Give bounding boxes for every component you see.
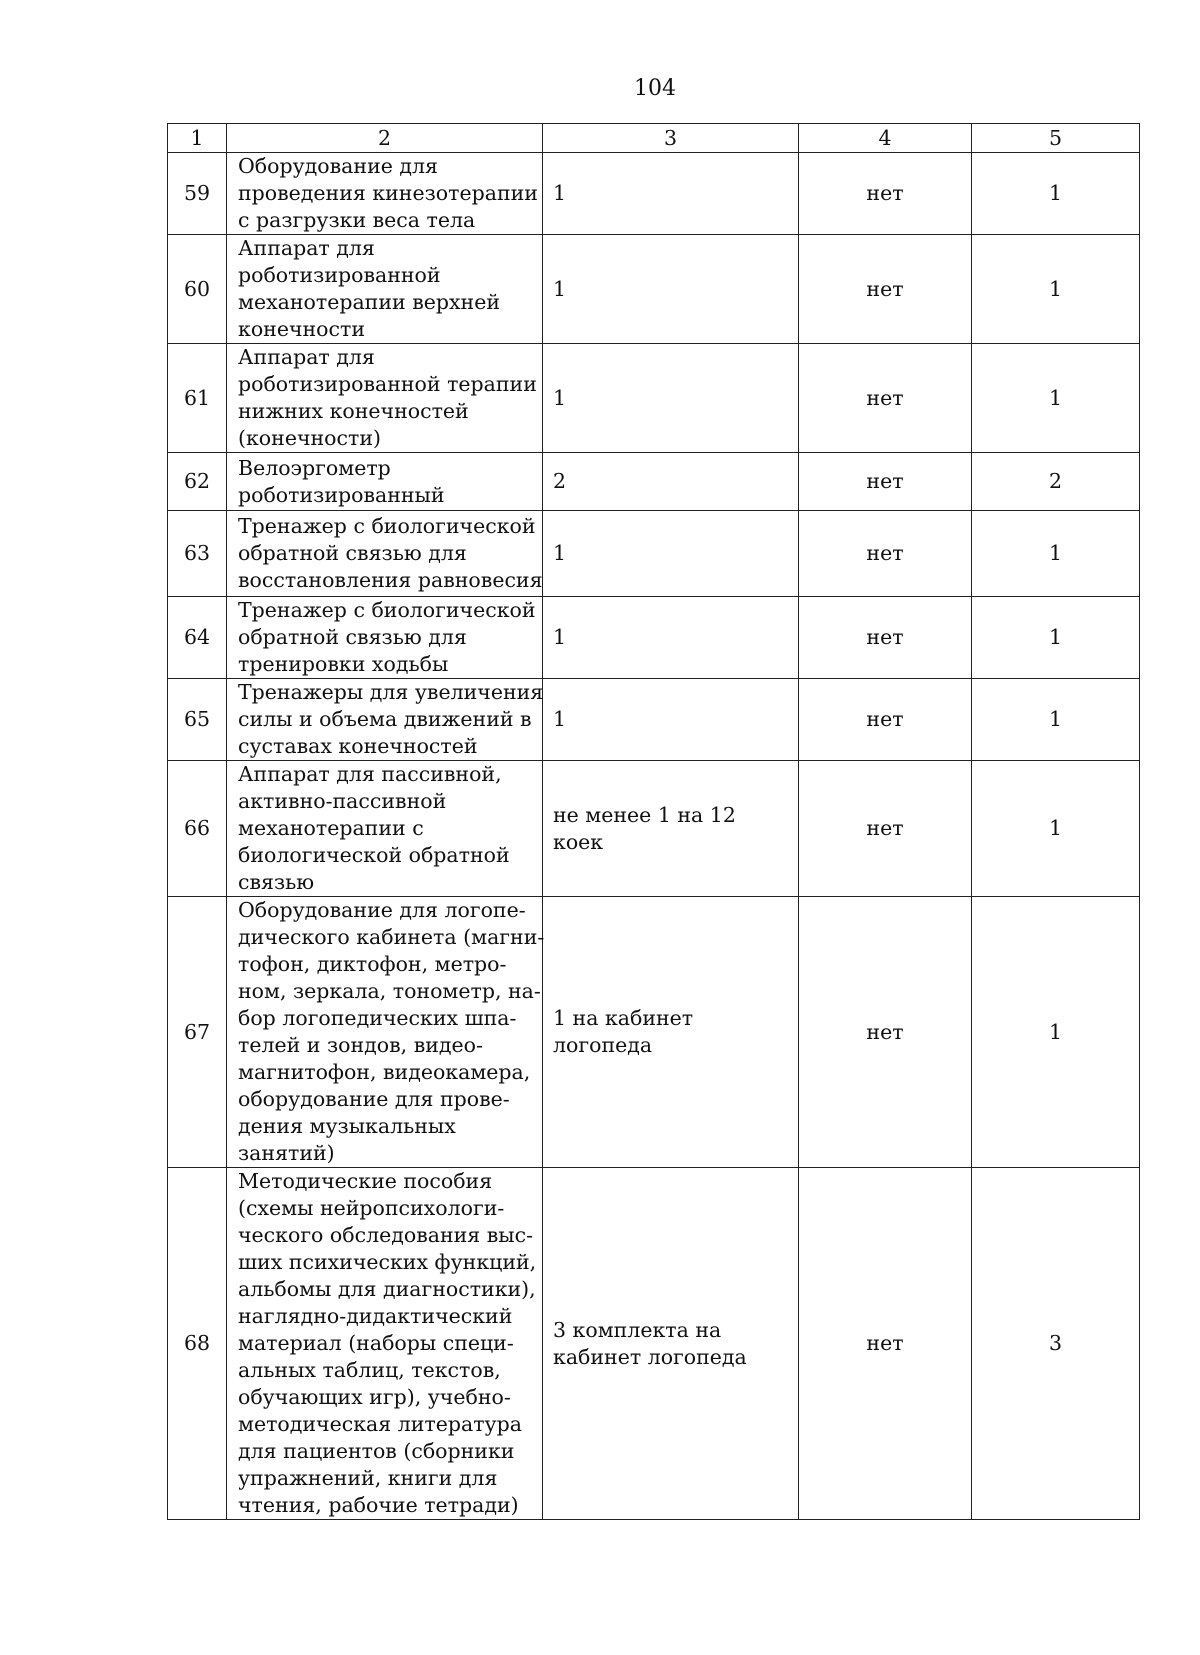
equipment-name-line: оборудование для прове- [238,1087,510,1111]
equipment-name-line: Оборудование для логопе- [238,898,526,922]
equipment-name-line: чтения, рабочие тетради) [238,1493,519,1517]
equipment-name [227,597,543,679]
equipment-name-line: (конечности) [238,426,381,450]
equipment-name-line: связью [238,870,315,894]
equipment-name-line: тофон, диктофон, метро- [238,952,507,976]
equipment-name [227,511,543,597]
needed-quantity: 3 [972,1168,1140,1520]
equipment-name-line: для пациентов (сборники [238,1439,515,1463]
equipment-name-line: активно-пассивной [238,789,447,813]
needed-quantity: 2 [972,453,1140,511]
needed-quantity: 1 [972,153,1140,235]
equipment-name-line: методическая литература [238,1412,522,1436]
equipment-name-line: Методические пособия [238,1169,493,1193]
column-header-5: 5 [972,124,1140,153]
equipment-name-line: Велоэргометр [238,455,391,480]
available-status: нет [799,679,972,761]
equipment-name-line: Тренажеры для увеличения [238,680,544,704]
equipment-name-line: с разгрузки веса тела [238,208,476,232]
equipment-name [227,235,543,344]
available-status: нет [799,235,972,344]
available-status: нет [799,761,972,897]
equipment-name-line: Аппарат для [238,236,375,260]
equipment-name-line: бор логопедических шпа- [238,1006,517,1030]
row-number: 62 [168,453,227,511]
required-quantity: 1 на кабинет логопеда [543,897,799,1168]
available-status: нет [799,453,972,511]
column-header-4: 4 [799,124,972,153]
equipment-name-line: альных таблиц, текстов, [238,1358,501,1382]
equipment-name [227,344,543,453]
required-quantity: 1 [543,235,799,344]
required-quantity: 1 [543,597,799,679]
required-quantity: 2 [543,453,799,511]
row-number: 63 [168,511,227,597]
table-row [168,679,1140,761]
equipment-name-line: материал (наборы специ- [238,1331,514,1355]
equipment-name [227,761,543,897]
needed-quantity: 1 [972,761,1140,897]
equipment-name-line: биологической обратной [238,843,510,867]
equipment-name-line: конечности [238,317,365,341]
table-row [168,761,1140,897]
equipment-name-line: ном, зеркала, тонометр, на- [238,979,541,1003]
equipment-name-line: нижних конечностей [238,399,469,423]
table-row [168,235,1140,344]
row-number: 60 [168,235,227,344]
row-number: 65 [168,679,227,761]
row-number: 67 [168,897,227,1168]
row-number: 68 [168,1168,227,1520]
table-row [168,511,1140,597]
equipment-name-line: тренировки ходьбы [238,652,449,676]
equipment-name-line: магнитофон, видеокамера, [238,1060,531,1084]
table-row [168,344,1140,453]
equipment-name-line: дического кабинета (магни- [238,925,545,949]
required-quantity: не менее 1 на 12 коек [543,761,799,897]
equipment-name [227,897,543,1168]
table-header-row [168,124,1140,153]
equipment-name-line: Аппарат для пассивной, [238,762,502,786]
equipment-name-line: механотерапии верхней [238,290,501,314]
available-status: нет [799,153,972,235]
equipment-name-line: силы и объема движений в [238,707,532,731]
equipment-name [227,453,543,511]
equipment-name-line: роботизированной [238,263,441,287]
equipment-name [227,1168,543,1520]
needed-quantity: 1 [972,344,1140,453]
equipment-name-line: Тренажер с биологической [238,514,536,538]
equipment-name-line: наглядно-дидактический [238,1304,513,1328]
equipment-name-line: (схемы нейропсихологи- [238,1196,505,1220]
equipment-name-line: телей и зондов, видео- [238,1033,483,1057]
equipment-name-line: альбомы для диагностики), [238,1277,536,1301]
equipment-name-line: суставах конечностей [238,734,478,758]
equipment-name-line: ших психических функций, [238,1250,537,1274]
required-quantity: 1 [543,153,799,235]
column-header-3: 3 [543,124,799,153]
equipment-name-line: Тренажер с биологической [238,598,536,622]
equipment-name [227,679,543,761]
equipment-name-line: дения музыкальных [238,1114,456,1138]
equipment-name-line: восстановления равновесия [238,568,543,592]
row-number: 61 [168,344,227,453]
equipment-name-line: обратной связью для [238,625,467,649]
column-header-1: 1 [168,124,227,153]
equipment-name-line: ческого обследования выс- [238,1223,534,1247]
required-quantity: 1 [543,679,799,761]
equipment-name-line: роботизированной терапии [238,372,537,396]
needed-quantity: 1 [972,597,1140,679]
available-status: нет [799,897,972,1168]
available-status: нет [799,511,972,597]
equipment-name-line: Аппарат для [238,345,375,369]
required-quantity: 1 [543,344,799,453]
equipment-name-line: обучающих игр), учебно- [238,1385,511,1409]
page-number: 104 [634,76,676,101]
equipment-name-line: обратной связью для [238,541,467,565]
column-header-2: 2 [227,124,543,153]
table-row [168,153,1140,235]
needed-quantity: 1 [972,897,1140,1168]
equipment-name-line: проведения кинезотерапии [238,181,538,205]
table-row [168,1168,1140,1520]
needed-quantity: 1 [972,235,1140,344]
table-row [168,453,1140,511]
equipment-name-line: механотерапии с [238,816,424,840]
row-number: 66 [168,761,227,897]
equipment-name-line: занятий) [238,1141,335,1165]
row-number: 64 [168,597,227,679]
table-row [168,897,1140,1168]
available-status: нет [799,597,972,679]
equipment-name-line: роботизированный [238,482,445,507]
required-quantity: 3 комплекта на кабинет логопеда [543,1168,799,1520]
equipment-name-line: упражнений, книги для [238,1466,498,1490]
row-number: 59 [168,153,227,235]
equipment-name [227,153,543,235]
equipment-name-line: Оборудование для [238,154,438,178]
needed-quantity: 1 [972,511,1140,597]
equipment-table [167,123,1140,1520]
needed-quantity: 1 [972,679,1140,761]
available-status: нет [799,344,972,453]
required-quantity: 1 [543,511,799,597]
available-status: нет [799,1168,972,1520]
table-row [168,597,1140,679]
